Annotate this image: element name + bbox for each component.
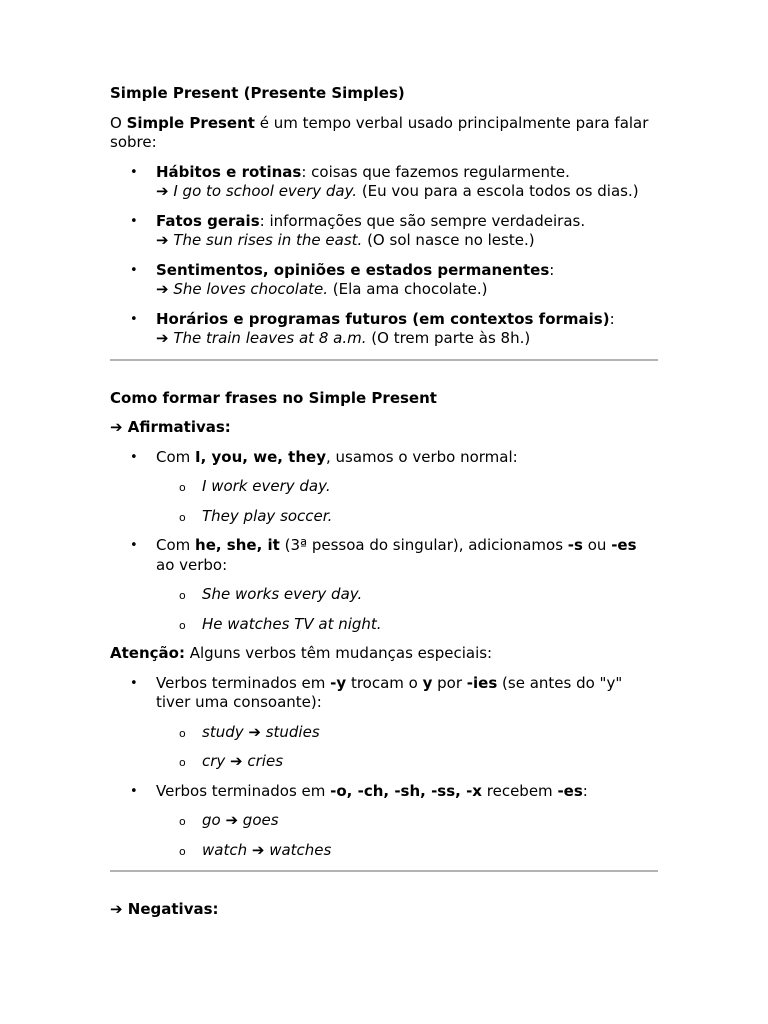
example-item: o go ➔ goes [156, 811, 658, 831]
attention-note: Atenção: Alguns verbos têm mudanças especiais: [110, 644, 493, 662]
examples-list [156, 477, 658, 526]
list-item-y-ending: • Verbos terminados em -y trocam o y por -ies (se antes do "y" tiver uma consoante): o study ➔ studies o cry ➔ cries [110, 674, 658, 772]
intro-paragraph: O Simple Present é um tempo verbal usado principalmente para falar sobre: [110, 113, 649, 151]
example-item: o I work every day. [156, 477, 658, 497]
document-content [110, 84, 658, 930]
divider [110, 359, 658, 361]
affirmatives-list [110, 448, 658, 635]
list-item-habits: • Hábitos e rotinas: coisas que fazemos regularmente. ➔ I go to school every day. (Eu vou para a escola todos os dias.) [110, 163, 658, 202]
list-item-facts: • Fatos gerais: informações que são sempre verdadeiras. ➔ The sun rises in the east. (O sol nasce no leste.) [110, 212, 658, 251]
example-item: o study ➔ studies [156, 723, 658, 743]
divider [110, 870, 658, 872]
example-item: o watch ➔ watches [156, 841, 658, 861]
list-item-feelings: • Sentimentos, opiniões e estados permanentes: ➔ She loves chocolate. (Ela ama chocolate.) [110, 261, 658, 300]
example-item: o She works every day. [156, 585, 658, 605]
uses-list [110, 163, 658, 349]
affirmatives-heading: ➔ Afirmativas: [110, 418, 231, 436]
examples-list [156, 585, 658, 634]
example-item: o cry ➔ cries [156, 752, 658, 772]
list-item-schedules: • Horários e programas futuros (em contextos formais): ➔ The train leaves at 8 a.m. (O trem parte às 8h.) [110, 310, 658, 349]
section-title-simple-present: Simple Present (Presente Simples) [110, 84, 405, 102]
negatives-heading: ➔ Negativas: [110, 900, 219, 918]
section-title-how-to-form: Como formar frases no Simple Present [110, 388, 437, 407]
examples-list [156, 811, 658, 860]
list-item-es-ending: • Verbos terminados em -o, -ch, -sh, -ss, -x recebem -es: o go ➔ goes o watch ➔ watches [110, 782, 658, 861]
examples-list [156, 723, 658, 772]
special-changes-list [110, 674, 658, 861]
list-item-he-she-it: • Com he, she, it (3ª pessoa do singular), adicionamos -s ou -es ao verbo: o She works every day. o He watches TV at night. [110, 536, 658, 634]
example-item: o They play soccer. [156, 507, 658, 527]
example-item: o He watches TV at night. [156, 615, 658, 635]
list-item-i-you-we-they: • Com I, you, we, they, usamos o verbo normal: o I work every day. o They play soccer. [110, 448, 658, 527]
